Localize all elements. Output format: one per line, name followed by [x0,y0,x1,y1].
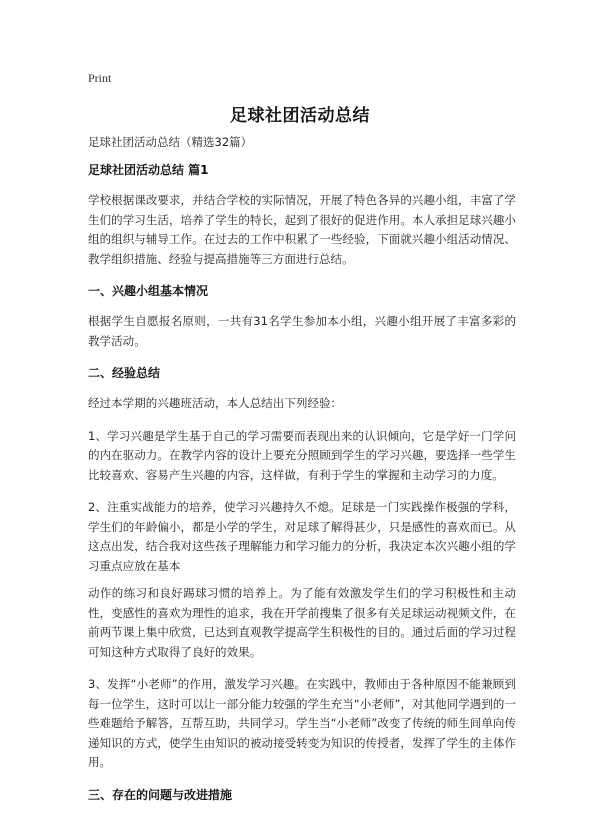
document-subtitle: 足球社团活动总结（精选32篇） [88,135,253,149]
experience-point-2-part-2: 动作的练习和良好踢球习惯的培养上。为了能有效激发学生们的学习积极性和主动性，变感性的喜欢为理性的追求，我在开学前搜集了很多有关足球运动视频文件，在前两节课上集中欣赏，已达到直观教学提高学生积极性的目的。通过后面的学习过程可知这种方式取得了良好的效果。 [88,586,516,659]
experience-point-2-part-1: 2、注重实战能力的培养，使学习兴趣持久不熄。足球是一门实践操作极强的学科，学生们的年龄偏小，都是小学的学生，对足球了解得甚少，只是感性的喜欢而已。从这点出发，结合我对这些孩子理解能力和学习能力的分析，我决定本次兴趣小组的学习重点应放在基本 [88,500,516,573]
page-title: 足球社团活动总结 [230,106,370,126]
experience-point-1: 1、学习兴趣是学生基于自己的学习需要而表现出来的认识倾向，它是学好一门学问的内在驱动力。在教学内容的设计上要充分照顾到学生的学习兴趣，要选择一些学生比较喜欢、容易产生兴趣的内容，这样做，有利于学生的掌握和主动学习的力度。 [88,428,516,482]
section-heading-basic-info: 一、兴趣小组基本情况 [88,284,209,298]
experience-point-3: 3、发挥“小老师”的作用，激发学习兴趣。在实践中，教师由于各种原因不能兼顾到每一位学生，这时可以让一部分能力较强的学生充当“小老师”，对其他同学遇到的一些难题给予解答，互帮互助，共同学习。学生当“小老师”改变了传统的师生间单向传递知识的方式，使学生由知识的被动接受转变为知识的传授者，发挥了学生的主体作用。 [88,677,516,769]
section-heading-experience: 二、经验总结 [88,366,161,380]
section-experience-intro: 经过本学期的兴趣班活动，本人总结出下列经验： [88,396,343,410]
article-heading: 足球社团活动总结 篇1 [88,163,209,177]
intro-paragraph: 学校根据课改要求，并结合学校的实际情况，开展了特色各异的兴趣小组，丰富了学生们的学习生活，培养了学生的特长，起到了很好的促进作用。本人承担足球兴趣小组的组织与辅导工作。在过去的工作中积累了一些经验，下面就兴趣小组活动情况、教学组织措施、经验与提高措施等三方面进行总结。 [88,193,516,266]
section-basic-info-text: 根据学生自愿报名原则，一共有31名学生参加本小组，兴趣小组开展了丰富多彩的教学活动。 [88,314,516,348]
print-label[interactable]: Print [88,71,112,85]
document-body [88,133,516,816]
section-heading-problems: 三、存在的问题与改进措施 [88,787,233,802]
